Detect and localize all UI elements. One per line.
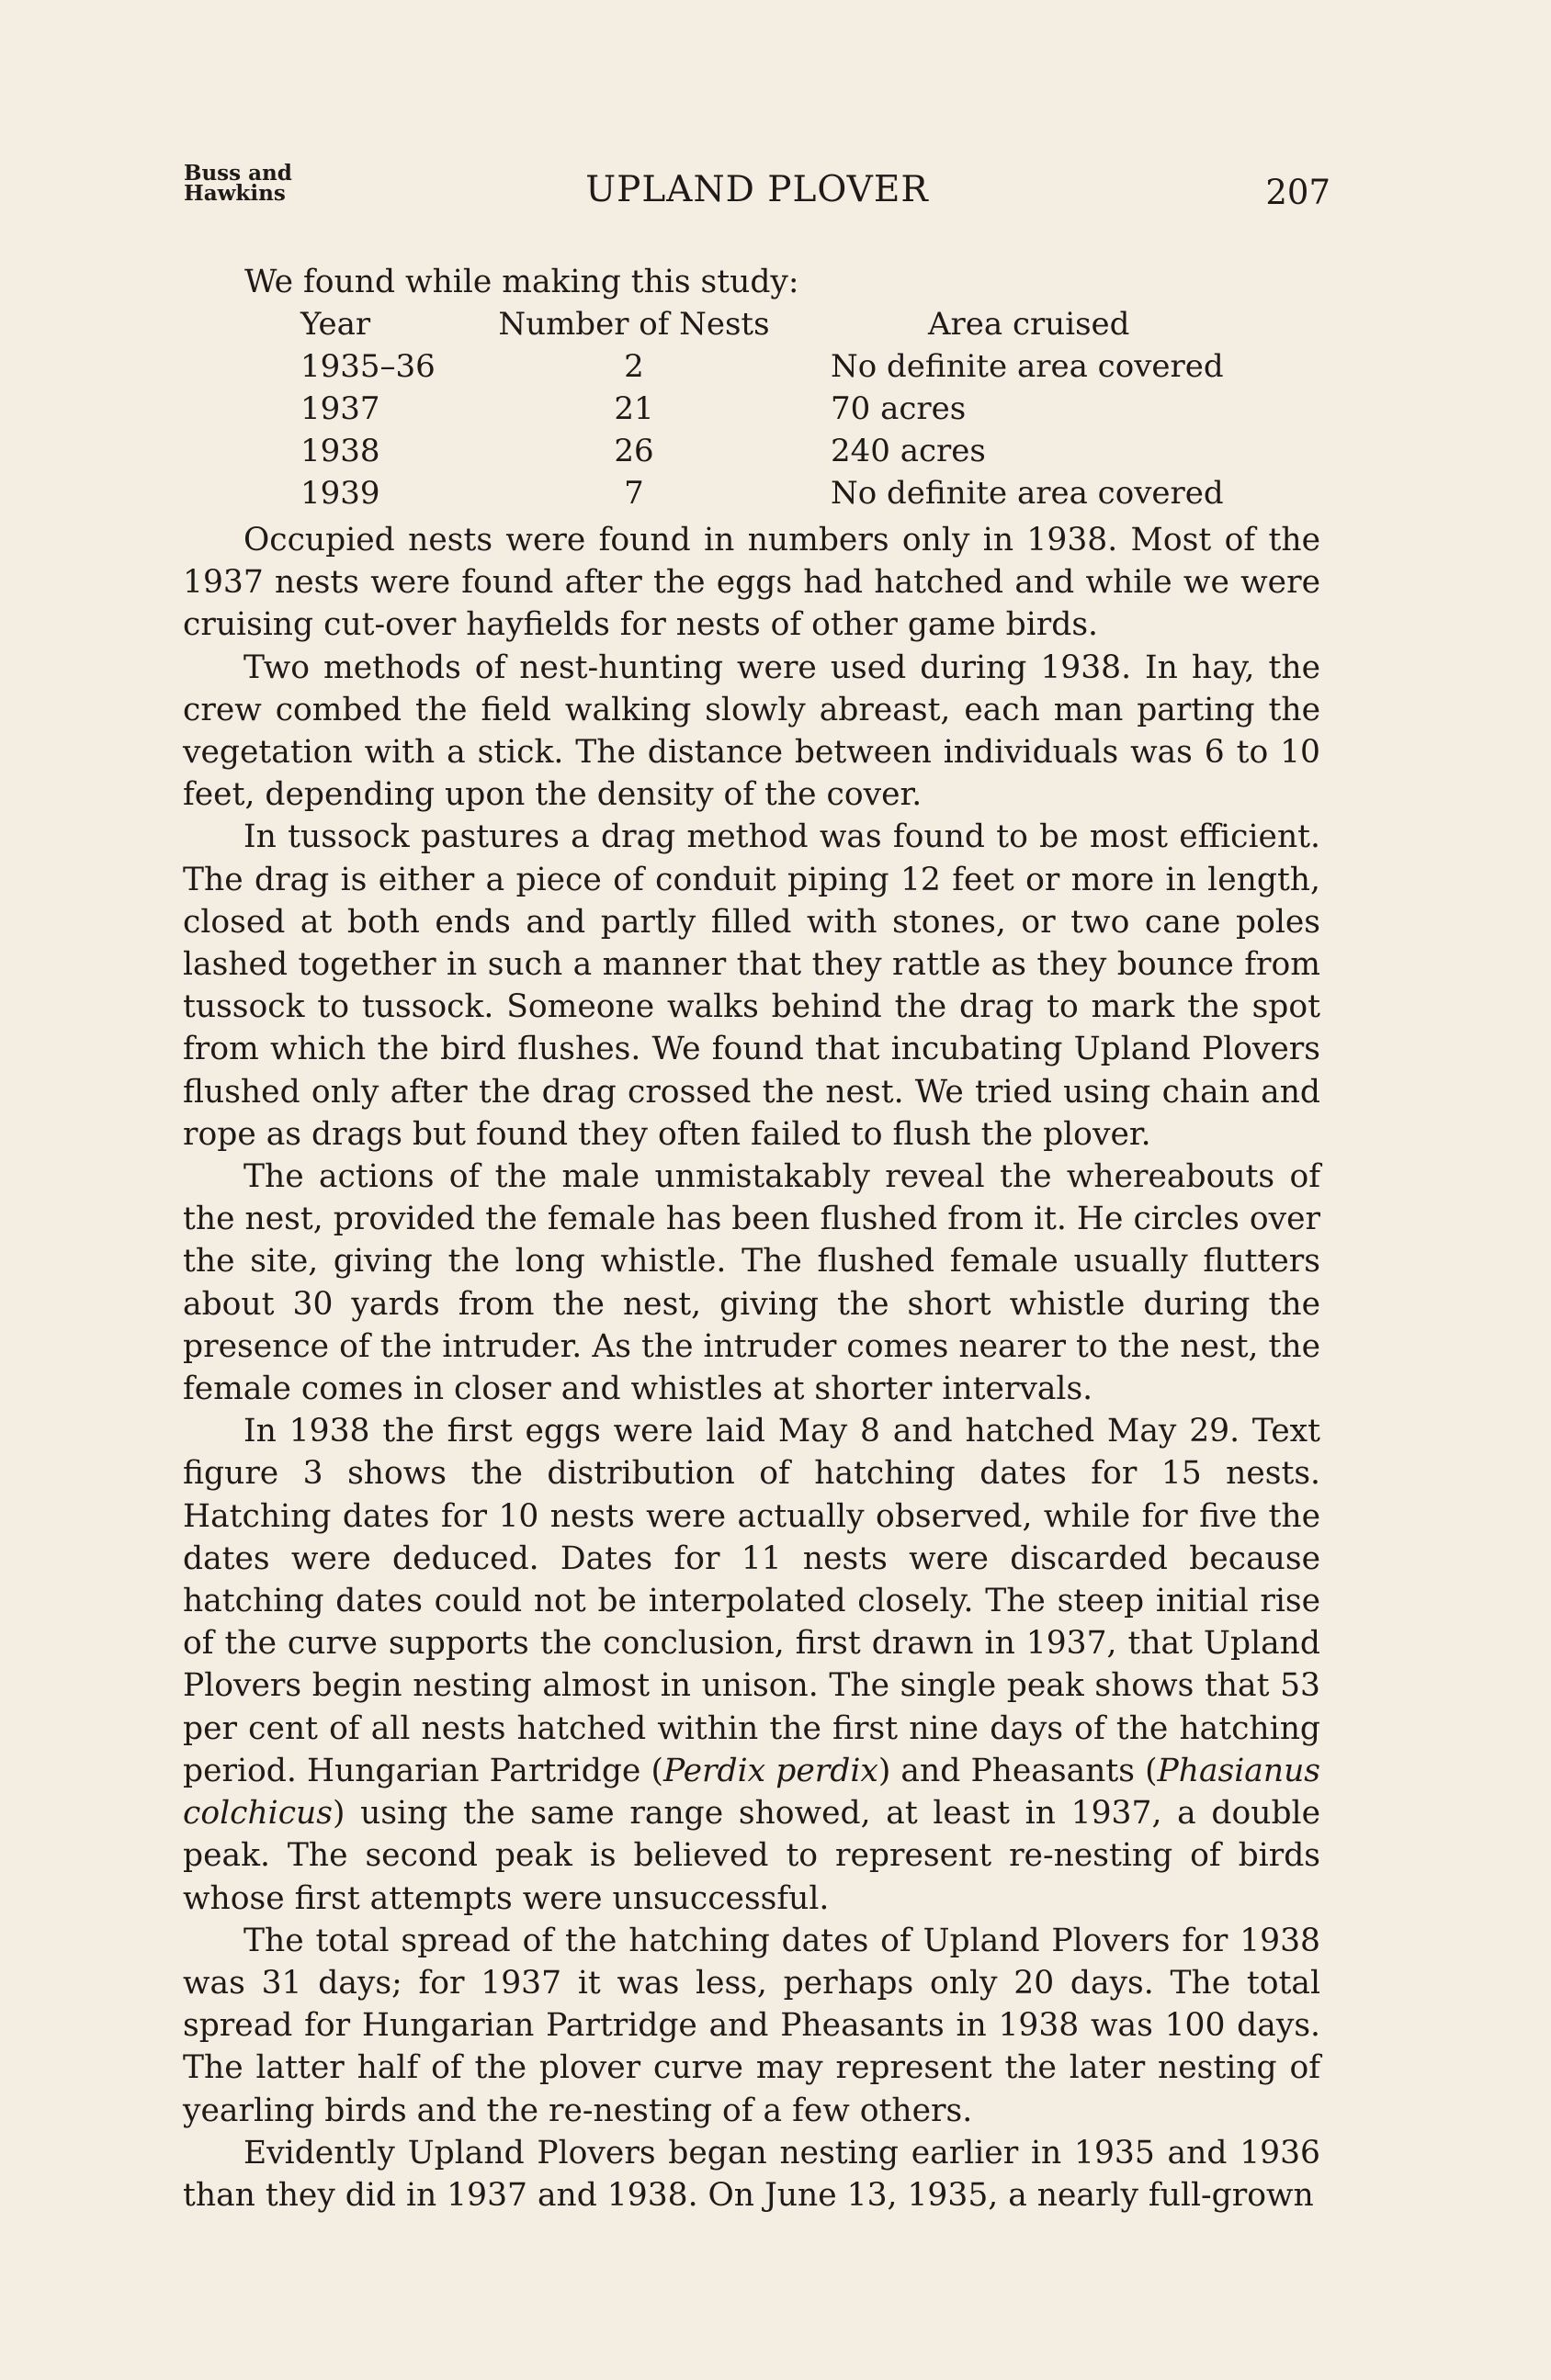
page-number: 207 xyxy=(1265,173,1330,212)
table-cell-year: 1935–36 xyxy=(300,348,436,385)
paragraph-text: ) using the same range showed, at least in 1937, a double peak. The second peak is believed to represent re-nesting of birds whose first attempts were unsuccessful. xyxy=(183,1795,1320,1917)
table-header-area: Area cruised xyxy=(928,306,1130,343)
paragraph xyxy=(183,1410,1320,1919)
table-cell-nests: 7 xyxy=(624,475,644,512)
paragraph: Occupied nests were found in numbers only in 1938. Most of the 1937 nests were found after the eggs had hatched and while we were cruising cut-over hayfields for nests of other game birds. xyxy=(183,522,1320,644)
authors-line-2: Hawkins xyxy=(184,181,286,206)
table-header-year: Year xyxy=(300,306,371,343)
paragraph-text: ) and Pheasants ( xyxy=(877,1752,1158,1789)
running-title: UPLAND PLOVER xyxy=(585,169,929,210)
table-cell-year: 1938 xyxy=(300,433,380,469)
paragraph-text: In 1938 the first eggs were laid May 8 and hatched May 29. Text figure 3 shows the distribution of hatching dates for 15 nests. Hatching dates for 10 nests were actually observed, while for five the dates were deduced. Dates for 11 nests were discarded because hatching dates could not be interpolated closely. The steep initial rise of the curve supports the conclusion, first drawn in 1937, that Upland Plovers begin nesting almost in unison. The single peak shows that 53 per cent of all nests hatched within the first nine days of the hatching period. Hungarian Partridge ( xyxy=(183,1413,1320,1789)
paragraph: Two methods of nest-hunting were used during 1938. In hay, the crew combed the field walking slowly abreast, each man parting the vegetation with a stick. The distance between individuals was 6 to 10 feet, depending upon the density of the cover. xyxy=(183,649,1320,814)
table-header-nests: Number of Nests xyxy=(498,306,770,343)
paragraph: In tussock pastures a drag method was found to be most efficient. The drag is either a piece of conduit piping 12 feet or more in length, closed at both ends and partly filled with stones, or two cane poles lashed together in such a manner that they rattle as they bounce from tussock to tussock. Someone walks behind the drag to mark the spot from which the bird flushes. We found that incubating Upland Plovers flushed only after the drag crossed the nest. We tried using chain and rope as drags but found they often failed to flush the plover. xyxy=(183,818,1320,1153)
intro-line: We found while making this study: xyxy=(244,264,799,300)
paragraph: The actions of the male unmistakably reveal the whereabouts of the nest, provided the female has been flushed from it. He circles over the site, giving the long whistle. The flushed female usually flutters about 30 yards from the nest, giving the short whistle during the presence of the intruder. As the intruder comes nearer to the nest, the female comes in closer and whistles at shorter intervals. xyxy=(183,1158,1320,1408)
paragraph: Evidently Upland Plovers began nesting earlier in 1935 and 1936 than they did in 1937 and 1938. On June 13, 1935, a nearly full-grown xyxy=(183,2134,1320,2214)
species-name: Phasianus colchicus xyxy=(183,1752,1320,1833)
table-cell-area: No definite area covered xyxy=(831,475,1224,512)
table-cell-nests: 2 xyxy=(624,348,644,385)
table-cell-year: 1939 xyxy=(300,475,380,512)
table-cell-area: 70 acres xyxy=(831,390,967,427)
page-header xyxy=(184,161,1330,219)
table-cell-area: 240 acres xyxy=(831,433,986,469)
body-text xyxy=(183,519,1320,2216)
table-cell-nests: 26 xyxy=(614,433,654,469)
table-cell-area: No definite area covered xyxy=(831,348,1224,385)
species-name: Perdix perdix xyxy=(662,1752,878,1789)
authors-line-1: Buss and xyxy=(184,161,292,186)
table-cell-year: 1937 xyxy=(300,390,380,427)
table-cell-nests: 21 xyxy=(614,390,654,427)
paragraph: The total spread of the hatching dates of Upland Plovers for 1938 was 31 days; for 1937 it was less, perhaps only 20 days. The total spread for Hungarian Partridge and Pheasants in 1938 was 100 days. The latter half of the plover curve may represent the later nesting of yearling birds and the re-nesting of a few others. xyxy=(183,1922,1320,2129)
